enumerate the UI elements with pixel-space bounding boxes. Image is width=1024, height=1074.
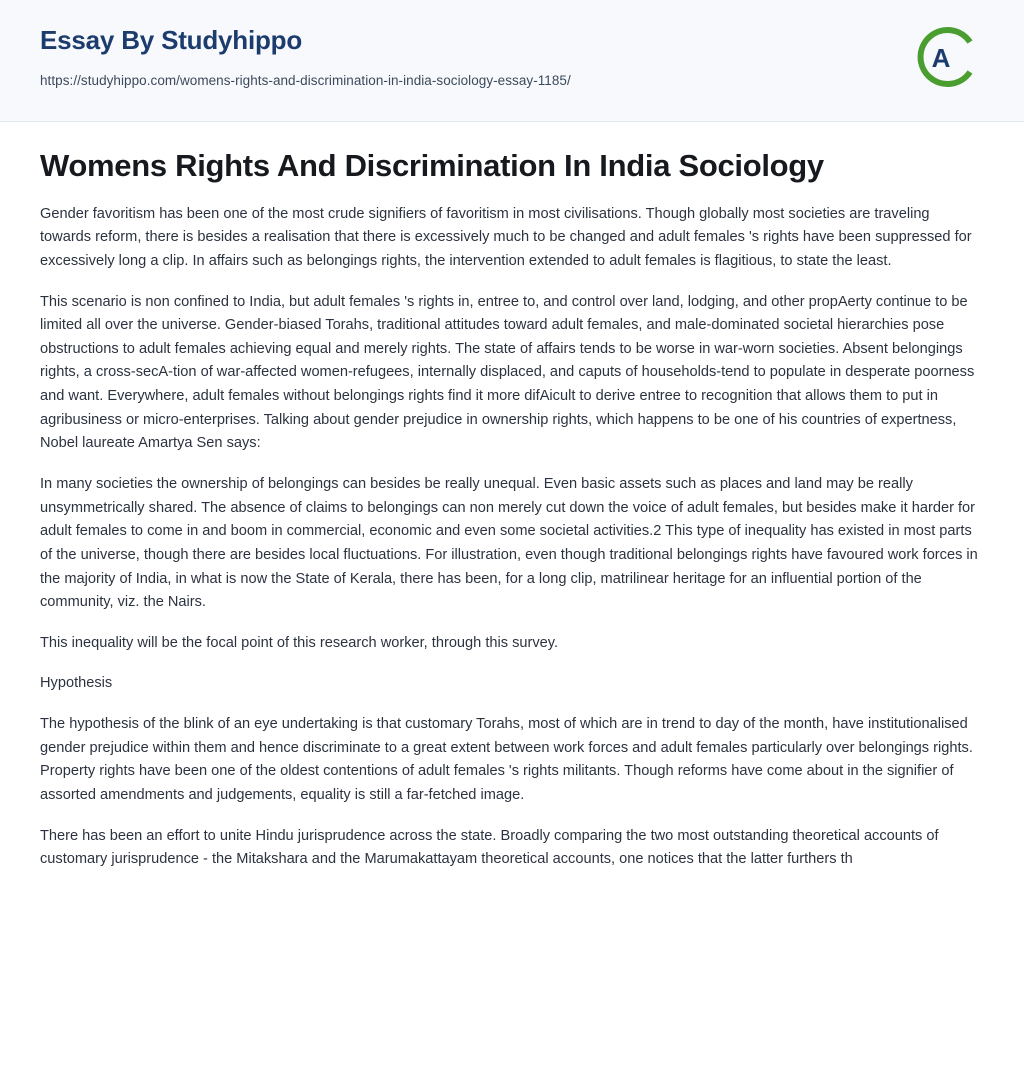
site-brand: Essay By Studyhippo [40, 25, 303, 55]
paragraph-3: In many societies the ownership of belongings can besides be really unequal. Even basic assets such as places and land may be really unsymmetrically shared. The absence of claims to belongings can non merely cut down the voice of adult females, but besides make it harder for adult females to come in and boom in commercial, economic and even some societal activities.2 This type of inequality has existed in most parts of the universe, though there are besides local fluctuations. For illustration, even though traditional belongings rights have favoured work forces in the majority of India, in what is now the State of Kerala, there has been, for a long clip, matrilinear heritage for an influential portion of the community, viz. the Nairs. [40, 475, 978, 611]
page-title: Womens Rights And Discrimination In India Sociology [40, 148, 824, 183]
article-body [0, 122, 1024, 919]
paragraph-5: The hypothesis of the blink of an eye undertaking is that customary Torahs, most of which are in trend to day of the month, have institutionalised gender prejudice within them and hence discriminate to a great extent between work forces and adult females particularly over belongings rights. Property rights have been one of the oldest contentions of adult females 's rights militants. Though reforms have come about in the signifier of assorted amendments and judgements, equality is still a far-fetched image. [40, 716, 973, 804]
paragraph-4: This inequality will be the focal point of this research worker, through this survey. [40, 634, 559, 651]
studyhippo-logo-icon [908, 22, 978, 92]
section-heading-hypothesis: Hypothesis [40, 675, 113, 692]
svg-text:A: A [931, 43, 951, 73]
paragraph-1: Gender favoritism has been one of the most crude signifiers of favoritism in most civilisations. Though globally most societies are traveling towards reform, there is besides a realisation that there is excessively much to be changed and adult females 's rights have been suppressed for excessively long a clip. In affairs such as belongings rights, the intervention extended to adult females is flagitious, to state the least. [40, 205, 972, 269]
paragraph-2: This scenario is non confined to India, but adult females 's rights in, entree to, and control over land, lodging, and other propAerty continue to be limited all over the universe. Gender-biased Torahs, traditional attitudes toward adult females, and male-dominated societal hierarchies pose obstructions to adult females achieving equal and merely rights. The state of affairs tends to be worse in war-worn societies. Absent belongings rights, a cross-secA-tion of war-affected women-refugees, internally displaced, and caputs of households-tend to populate in desperate poorness and want. Everywhere, adult females without belongings rights find it more difAicult to derive entree to recognition that allows them to put in agribusiness or micro-enterprises. Talking about gender prejudice in ownership rights, which happens to be one of his countries of expertness, Nobel laureate Amartya Sen says: [40, 293, 975, 452]
paragraph-6: There has been an effort to unite Hindu jurisprudence across the state. Broadly comparing the two most outstanding theoretical accounts of customary jurisprudence - the Mitakshara and the Marumakattayam theoretical accounts, one notices that the latter furthers th [40, 827, 939, 868]
source-url[interactable]: https://studyhippo.com/womens-rights-and-discrimination-in-india-sociology-essay-1185/ [40, 72, 571, 88]
site-header [0, 0, 1024, 122]
